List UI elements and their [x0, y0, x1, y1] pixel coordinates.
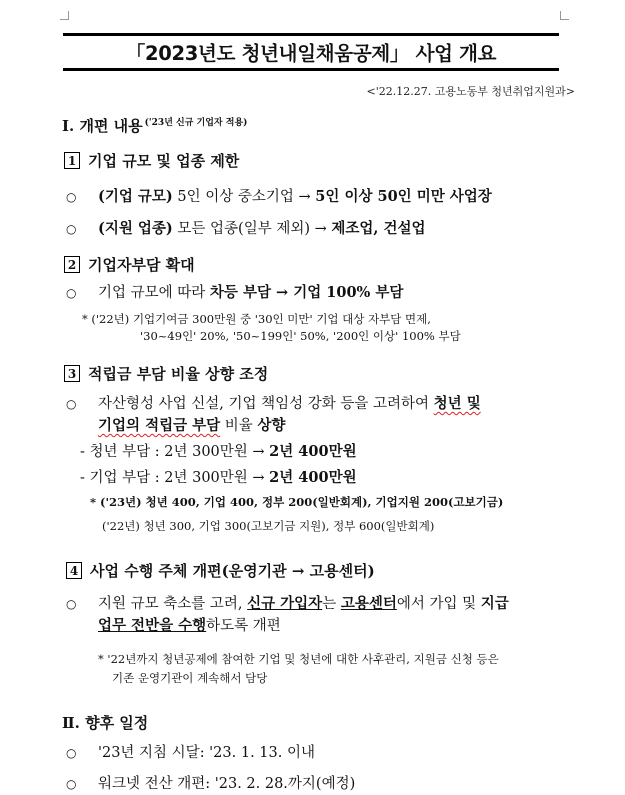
bullet-icon: ○ [66, 190, 77, 204]
page-corner-mark-right [560, 11, 569, 20]
item-2-bullet-a: ○ 기업 규모에 따라 차등 부담 → 기업 100% 부담 [66, 284, 404, 301]
section-2-heading: Ⅱ. 향후 일정 [62, 714, 149, 732]
item-3-number: 3 [64, 365, 80, 382]
item-1-title: 기업 규모 및 업종 제한 [88, 152, 240, 170]
section-1-heading [62, 115, 247, 136]
document-title: 「2023년도 청년내일채움공제」 사업 개요 [125, 42, 497, 65]
item-3-title: 적립금 부담 비율 상향 조정 [88, 365, 269, 383]
item-3-sub-youth: - 청년 부담 : 2년 300만원 → 2년 400만원 [80, 443, 357, 460]
dateline: <'22.12.27. 고용노동부 청년취업지원과> [366, 85, 575, 98]
item-3-heading [64, 363, 268, 384]
document-title-box [63, 33, 559, 71]
section-1-note: ('23년 신규 기업자 적용) [144, 118, 248, 128]
item-4-bullet-line-1: ○ 지원 규모 축소를 고려, 신규 가입자는 고용센터에서 가입 및 지급 [66, 595, 509, 612]
item-2-note-line-2: '30~49인' 20%, '50~199인' 50%, '200인 이상' 100% 부담 [140, 329, 461, 343]
item-2-note-line-1: * ('22년) 기업기여금 300만원 중 '30인 미만' 기업 대상 자부담 면제, [82, 312, 431, 326]
bullet-icon: ○ [66, 397, 77, 411]
item-4-number: 4 [66, 562, 82, 579]
item-3-sub-company: - 기업 부담 : 2년 300만원 → 2년 400만원 [80, 469, 357, 486]
item-2-heading [64, 254, 195, 275]
bullet-icon: ○ [66, 286, 77, 300]
item-2-title: 기업자부담 확대 [88, 256, 195, 274]
bullet-icon: ○ [66, 746, 77, 760]
item-1-bullet-b: ○ (지원 업종) 모든 업종(일부 제외) → 제조업, 건설업 [66, 220, 426, 237]
bullet-icon: ○ [66, 777, 77, 791]
item-3-note-line-1: * ('23년) 청년 400, 기업 400, 정부 200(일반회계), 기업지원 200(고보기금) [90, 495, 504, 509]
section-1-label: Ⅰ. 개편 내용 [62, 117, 143, 135]
page-corner-mark-left [60, 11, 69, 20]
item-1-heading [64, 150, 239, 171]
item-2-number: 2 [64, 256, 80, 273]
item-4-title: 사업 수행 주체 개편(운영기관 → 고용센터) [90, 562, 375, 580]
schedule-item-2: ○ 워크넷 전산 개편: '23. 2. 28.까지(예정) [66, 776, 356, 792]
item-4-bullet-line-2: 업무 전반을 수행하도록 개편 [98, 617, 281, 634]
item-3-bullet-line-1: ○ 자산형성 사업 신설, 기업 책임성 강화 등을 고려하여 청년 및 [66, 395, 481, 412]
item-3-note-line-2: ('22년) 청년 300, 기업 300(고보기금 지원), 정부 600(일반회계) [102, 519, 435, 533]
item-4-note-line-2: 기존 운영기관이 계속해서 담당 [112, 671, 268, 685]
item-4-note-line-1: * '22년까지 청년공제에 참여한 기업 및 청년에 대한 사후관리, 지원금 신청 등은 [98, 652, 499, 666]
bullet-icon: ○ [66, 222, 77, 236]
schedule-item-1: ○ '23년 지침 시달: '23. 1. 13. 이내 [66, 745, 315, 761]
item-4-heading [66, 560, 375, 581]
item-1-bullet-a: ○ (기업 규모) 5인 이상 중소기업 → 5인 이상 50인 미만 사업장 [66, 188, 492, 205]
item-1-number: 1 [64, 152, 80, 169]
bullet-icon: ○ [66, 597, 77, 611]
item-3-bullet-line-2: 기업의 적립금 부담 비율 상향 [98, 417, 286, 434]
